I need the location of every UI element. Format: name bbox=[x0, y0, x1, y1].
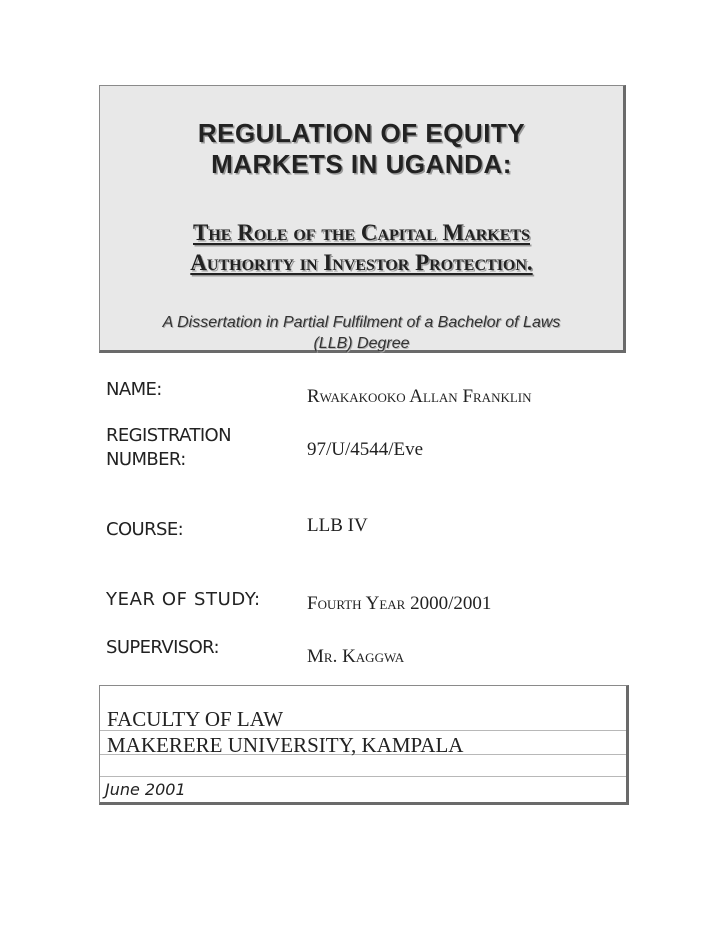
dissertation-description bbox=[100, 312, 623, 354]
institution-block bbox=[99, 685, 629, 805]
registration-label: REGISTRATION NUMBER: bbox=[106, 425, 231, 470]
year-label: YEAR OF STUDY: bbox=[106, 589, 261, 610]
description-line-2: (LLB) Degree bbox=[313, 335, 410, 352]
dissertation-title bbox=[100, 118, 623, 180]
year-row bbox=[106, 588, 626, 618]
faculty-name: FACULTY OF LAW bbox=[107, 707, 284, 731]
subtitle-line-1: The Role of the Capital Markets bbox=[193, 220, 530, 245]
course-label: COURSE: bbox=[106, 519, 184, 540]
dissertation-subtitle bbox=[100, 218, 623, 278]
name-row bbox=[106, 378, 626, 408]
university-name: MAKERERE UNIVERSITY, KAMPALA bbox=[107, 733, 464, 757]
name-label: NAME: bbox=[106, 379, 162, 400]
supervisor-label: SUPERVISOR: bbox=[106, 637, 219, 658]
divider bbox=[100, 776, 626, 777]
subtitle-line-2: Authority in Investor Protection. bbox=[190, 250, 533, 275]
course-value: LLB IV bbox=[307, 515, 368, 536]
supervisor-value: Mr. Kaggwa bbox=[307, 646, 405, 667]
year-value: Fourth Year 2000/2001 bbox=[307, 593, 492, 614]
name-value: Rwakakooko Allan Franklin bbox=[307, 386, 532, 407]
course-row bbox=[106, 514, 626, 544]
title-block bbox=[99, 85, 626, 353]
description-line-1: A Dissertation in Partial Fulfilment of a Bachelor of Laws bbox=[162, 314, 561, 331]
registration-row bbox=[106, 424, 626, 474]
registration-value: 97/U/4544/Eve bbox=[307, 439, 424, 460]
title-text: REGULATION OF EQUITY MARKETS IN UGANDA: bbox=[197, 118, 526, 179]
supervisor-row bbox=[106, 636, 626, 672]
submission-date: June 2001 bbox=[105, 780, 186, 799]
